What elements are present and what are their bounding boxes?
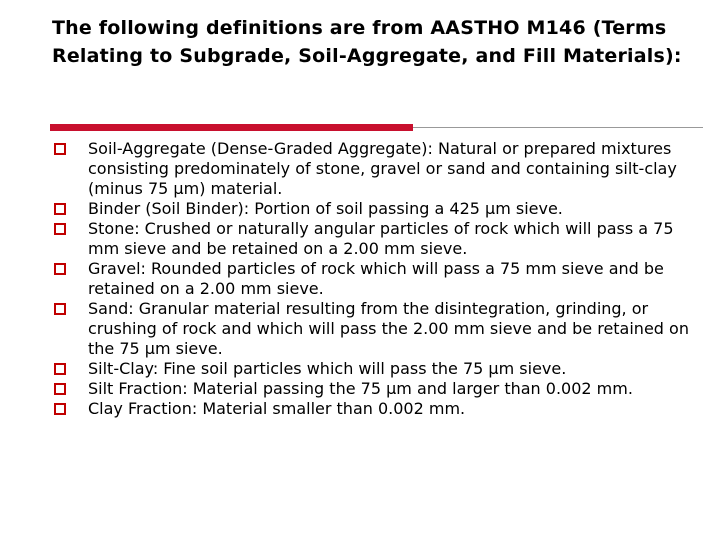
square-bullet-icon <box>54 263 66 275</box>
square-bullet-icon <box>54 143 66 155</box>
square-bullet-icon <box>54 403 66 415</box>
definition-text: Soil-Aggregate (Dense-Graded Aggregate): Natural or prepared mixtures consisting predominately of stone, gravel or sand and containing silt-clay (minus 75 µm) material. <box>88 139 677 198</box>
square-bullet-icon <box>54 363 66 375</box>
list-item <box>52 219 692 259</box>
definition-text: Sand: Granular material resulting from the disintegration, grinding, or crushing of rock and which will pass the 2.00 mm sieve and be retained on the 75 µm sieve. <box>88 299 689 358</box>
list-item <box>52 259 692 299</box>
list-item <box>52 299 692 359</box>
square-bullet-icon <box>54 203 66 215</box>
definition-list <box>52 139 692 419</box>
square-bullet-icon <box>54 303 66 315</box>
divider-accent-bar <box>50 124 413 131</box>
definition-text: Silt Fraction: Material passing the 75 µm and larger than 0.002 mm. <box>88 379 633 398</box>
slide-title: The following definitions are from AASTHO M146 (Terms Relating to Subgrade, Soil-Aggregate, and Fill Materials): <box>52 17 682 67</box>
divider-rule <box>413 127 703 128</box>
title-divider <box>50 124 703 131</box>
square-bullet-icon <box>54 223 66 235</box>
definition-text: Stone: Crushed or naturally angular particles of rock which will pass a 75 mm sieve and be retained on a 2.00 mm sieve. <box>88 219 674 258</box>
square-bullet-icon <box>54 383 66 395</box>
list-item <box>52 379 692 399</box>
definition-text: Clay Fraction: Material smaller than 0.002 mm. <box>88 399 466 418</box>
definition-text: Gravel: Rounded particles of rock which will pass a 75 mm sieve and be retained on a 2.00 mm sieve. <box>88 259 664 298</box>
list-item <box>52 359 692 379</box>
definition-text: Silt-Clay: Fine soil particles which will pass the 75 µm sieve. <box>88 359 567 378</box>
list-item <box>52 399 692 419</box>
list-item <box>52 199 692 219</box>
definition-text: Binder (Soil Binder): Portion of soil passing a 425 µm sieve. <box>88 199 563 218</box>
list-item <box>52 139 692 199</box>
